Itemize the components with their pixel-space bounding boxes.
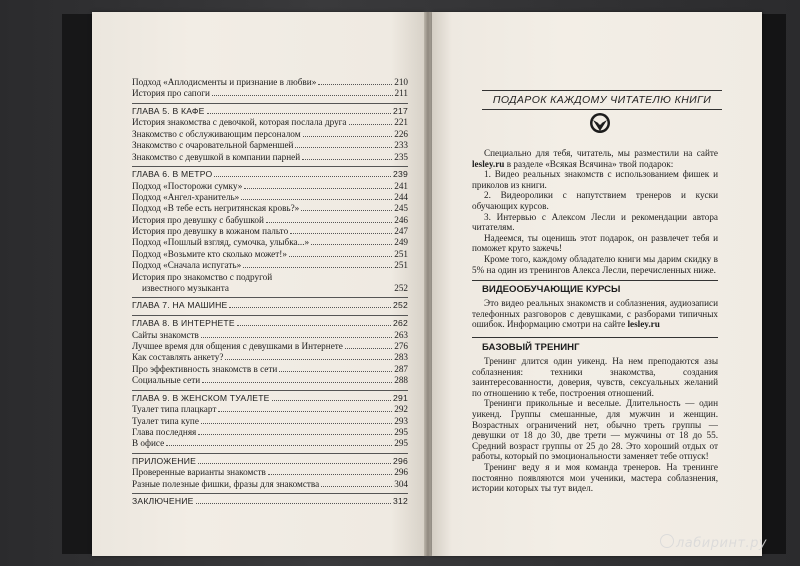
- toc-leader-dots: [198, 434, 392, 435]
- toc-page-number: 312: [393, 496, 408, 507]
- emblem-icon: [589, 112, 611, 134]
- toc-page-number: 304: [394, 478, 408, 489]
- toc-leader-dots: [198, 463, 391, 464]
- toc-leader-dots: [302, 159, 392, 160]
- toc-entry-title: Разные полезные фишки, фразы для знакомства: [132, 478, 320, 489]
- toc-page-number: 239: [393, 168, 408, 179]
- toc-page-number: 252: [394, 283, 408, 294]
- site-link[interactable]: lesley.ru: [472, 158, 505, 169]
- toc-entry-title: известного музыканта: [142, 283, 229, 294]
- toc-chapter[interactable]: [132, 301, 408, 313]
- toc-page-number: 226: [394, 128, 408, 139]
- toc-page-number: 295: [394, 438, 408, 449]
- video-courses-text: [472, 298, 718, 330]
- toc-divider: [132, 103, 408, 104]
- toc-page-number: 247: [394, 226, 408, 237]
- toc-leader-dots: [212, 95, 393, 96]
- toc-page-number: 287: [394, 363, 408, 374]
- toc-leader-dots: [279, 371, 392, 372]
- toc-chapter[interactable]: [132, 170, 408, 182]
- toc-entry[interactable]: [132, 89, 408, 100]
- toc-entry[interactable]: [132, 468, 408, 479]
- toc-leader-dots: [311, 244, 392, 245]
- toc-page-number: 251: [394, 260, 408, 271]
- watermark-logo-icon: [660, 534, 674, 548]
- toc-entry-title: ЗАКЛЮЧЕНИЕ: [132, 496, 194, 507]
- toc-entry-title: Как составлять анкету?: [132, 352, 224, 363]
- toc-entry-title: Знакомство с очаровательной барменшей: [132, 140, 294, 151]
- toc-entry-title: История про девушку с бабушкой: [132, 214, 264, 225]
- watermark: [660, 534, 767, 551]
- toc-leader-dots: [289, 256, 392, 257]
- toc-entry-title: Подход «Ангел-хранитель»: [132, 191, 240, 202]
- toc-entry-title: ГЛАВА 9. В ЖЕНСКОМ ТУАЛЕТЕ: [132, 392, 270, 403]
- toc-page-number: 244: [394, 191, 408, 202]
- toc-entry-title: История про сапоги: [132, 88, 210, 99]
- base-paragraph-3: Тренинг веду я и моя команда тренеров. На тренинге постоянно появляются мои ученики, мастера соблазнения, истории которых ты тут видел.: [472, 461, 718, 494]
- toc-entry-title: Подход «Аплодисменты и признание в любви»: [132, 77, 317, 87]
- toc-leader-dots: [214, 176, 391, 177]
- toc-entry-title: Глава последняя: [132, 426, 197, 437]
- toc-entry-title: Социальные сети: [132, 375, 201, 386]
- toc-leader-dots: [243, 267, 392, 268]
- toc-leader-dots: [201, 337, 392, 338]
- toc-page-number: 210: [394, 77, 408, 87]
- toc-leader-dots: [196, 503, 392, 504]
- toc-leader-dots: [290, 233, 392, 234]
- gift-discount: Кроме того, каждому обладателю книги мы дарим скидку в 5% на один из тренингов Алекса Лесли, перечисленных ниже.: [472, 253, 718, 275]
- gift-intro-before: Специально для тебя, читатель, мы разместили на сайте: [484, 148, 718, 158]
- toc-entry-title: История знакомства с девочкой, которая послала друга: [132, 117, 347, 128]
- base-training-heading: БАЗОВЫЙ ТРЕНИНГ: [482, 342, 580, 353]
- toc-divider: [132, 390, 408, 391]
- toc-entry-title: Знакомство с обслуживающим персоналом: [132, 128, 301, 139]
- base-paragraph-2: Тренинги прикольные и веселые. Длительность — один уикенд. Группы смешанные, для мужчин и женщин. Возрастных ограничений нет, обычно треть группы — девушки от 18 до 30, две трети — мужчины от 18 до 55. Средний возраст группы от 25 до 28. Это хороший отдых от работы, который по эмоциональности заменяет тебе отпуск!: [472, 398, 718, 462]
- toc-entry-title: ГЛАВА 6. В МЕТРО: [132, 168, 213, 179]
- toc-page-number: 221: [394, 117, 408, 128]
- toc-page-number: 291: [393, 392, 408, 403]
- toc-leader-dots: [207, 113, 392, 114]
- toc-leader-dots: [301, 210, 392, 211]
- toc-entry[interactable]: [132, 204, 408, 215]
- toc-entry-title: Про эффективность знакомств в сети: [132, 363, 278, 374]
- toc-entry-title: Подход «Посторожи сумку»: [132, 180, 243, 191]
- toc-leader-dots: [272, 400, 391, 401]
- toc-entry-title: Туалет типа купе: [132, 415, 199, 426]
- toc-page-number: 293: [394, 415, 408, 426]
- toc-divider: [132, 315, 408, 316]
- toc-page-number: 246: [394, 214, 408, 225]
- toc-page-number: 288: [394, 375, 408, 386]
- toc-leader-dots: [266, 222, 392, 223]
- toc-page-number: 252: [393, 300, 408, 311]
- toc-entry-title: История про знакомство с подругой: [132, 271, 273, 282]
- toc-page-number: 251: [394, 248, 408, 259]
- book-gutter: [424, 12, 432, 556]
- toc-divider: [132, 297, 408, 298]
- toc-entry-title: Подход «Пошлый взгляд, сумочка, улыбка...»: [132, 237, 310, 248]
- book-cover-edge-left: [62, 14, 92, 554]
- toc-page-number: 211: [394, 88, 408, 99]
- video-heading-rule: [472, 280, 718, 281]
- toc-page-number: 263: [394, 329, 408, 340]
- gift-heading: ПОДАРОК КАЖДОМУ ЧИТАТЕЛЮ КНИГИ: [482, 90, 722, 110]
- toc-page-number: 296: [393, 455, 408, 466]
- toc-leader-dots: [349, 124, 393, 125]
- toc-entry[interactable]: [132, 405, 408, 416]
- toc-page-number: 245: [394, 203, 408, 214]
- toc-entry-title: Подход «Возьмите кто сколько может!»: [132, 248, 287, 259]
- watermark-text: лабиринт.ру: [676, 536, 768, 551]
- toc-entry[interactable]: [132, 141, 408, 152]
- gift-hope: Надеемся, ты оценишь этот подарок, он развлечет тебя и поможет круто зажечь!: [472, 232, 718, 254]
- toc-entry[interactable]: [132, 376, 408, 387]
- toc-entry-title: Проверенные варианты знакомств: [132, 467, 266, 478]
- toc-leader-dots: [237, 325, 391, 326]
- toc-page-number: 296: [394, 467, 408, 478]
- video-text: Это видео реальных знакомств и соблазнения, аудиозаписи телефонных разговоров с девушками, с разборами типичных ошибок. Информацию смотри на сайте: [472, 298, 718, 330]
- toc-entry[interactable]: [132, 261, 408, 272]
- gift-intro-after: в разделе «Всякая Всячина» твой подарок:: [504, 158, 674, 169]
- toc-entry-title: Знакомство с девушкой в компании парней: [132, 151, 301, 162]
- base-training-text: [472, 356, 718, 494]
- toc-leader-dots: [318, 84, 392, 85]
- book-cover-edge-right: [760, 14, 786, 554]
- toc-leader-dots: [268, 474, 392, 475]
- toc-chapter[interactable]: [132, 497, 408, 509]
- toc-page-number: 276: [394, 341, 408, 352]
- toc-leader-dots: [225, 359, 392, 360]
- toc-leader-dots: [321, 486, 392, 487]
- toc-entry[interactable]: [132, 284, 408, 295]
- toc-page-number: 283: [394, 352, 408, 363]
- toc-entry[interactable]: [132, 439, 408, 450]
- video-courses-heading: ВИДЕООБУЧАЮЩИЕ КУРСЫ: [482, 284, 621, 295]
- toc-leader-dots: [303, 136, 393, 137]
- toc-leader-dots: [202, 382, 392, 383]
- toc-page-number: 233: [394, 140, 408, 151]
- toc-entry-title: ГЛАВА 5. В КАФЕ: [132, 105, 205, 116]
- toc-page-number: 249: [394, 237, 408, 248]
- toc-entry-title: Подход «Сначала испугать»: [132, 260, 242, 271]
- toc-divider: [132, 493, 408, 494]
- toc-chapter[interactable]: [132, 319, 408, 331]
- table-of-contents: [132, 78, 408, 509]
- toc-entry[interactable]: [132, 428, 408, 439]
- gift-item-2: 2. Видеоролики с напутствием тренеров и куски обучающих курсов.: [472, 190, 718, 211]
- toc-page-number: 292: [394, 404, 408, 415]
- toc-page-number: 235: [394, 151, 408, 162]
- toc-page-number: 241: [394, 180, 408, 191]
- toc-entry-title: ГЛАВА 8. В ИНТЕРНЕТЕ: [132, 318, 235, 329]
- toc-page-number: 217: [393, 105, 408, 116]
- toc-entry-title: История про девушку в кожаном пальто: [132, 226, 289, 237]
- toc-leader-dots: [241, 199, 392, 200]
- toc-divider: [132, 453, 408, 454]
- toc-page-number: 262: [393, 318, 408, 329]
- toc-entry-title: В офисе: [132, 438, 165, 449]
- toc-entry-title: ПРИЛОЖЕНИЕ: [132, 455, 197, 466]
- toc-entry-title: Подход «В тебе есть негритянская кровь?»: [132, 203, 300, 214]
- base-paragraph-1: Тренинг длится один уикенд. На нем преподаются азы соблазнения: техники знакомства, создания заинтересованности, доверия, чувств, сексуальных желаний по отношению к тебе, построения отношений.: [472, 356, 718, 398]
- left-page: [92, 12, 424, 556]
- toc-entry-title: Лучшее время для общения с девушками в Интернете: [132, 341, 343, 352]
- toc-leader-dots: [244, 188, 392, 189]
- toc-entry-title: Туалет типа плацкарт: [132, 404, 217, 415]
- gift-item-3: 3. Интервью с Алексом Лесли и рекомендации автора читателям.: [472, 211, 718, 233]
- toc-entry-title: ГЛАВА 7. НА МАШИНЕ: [132, 300, 228, 311]
- toc-entry[interactable]: [132, 480, 408, 491]
- video-site-link[interactable]: lesley.ru: [627, 319, 660, 330]
- toc-divider: [132, 166, 408, 167]
- gift-intro: [472, 148, 718, 275]
- toc-leader-dots: [218, 411, 392, 412]
- toc-leader-dots: [295, 147, 392, 148]
- toc-leader-dots: [166, 445, 392, 446]
- toc-leader-dots: [229, 307, 391, 308]
- toc-entry-title: Сайты знакомств: [132, 329, 199, 340]
- toc-entry[interactable]: [132, 153, 408, 164]
- base-heading-rule: [472, 337, 718, 338]
- toc-leader-dots: [201, 423, 392, 424]
- toc-page-number: 295: [394, 426, 408, 437]
- gift-item-1: 1. Видео реальных знакомств с использованием фишек и приколов из книги.: [472, 169, 718, 190]
- toc-leader-dots: [345, 348, 392, 349]
